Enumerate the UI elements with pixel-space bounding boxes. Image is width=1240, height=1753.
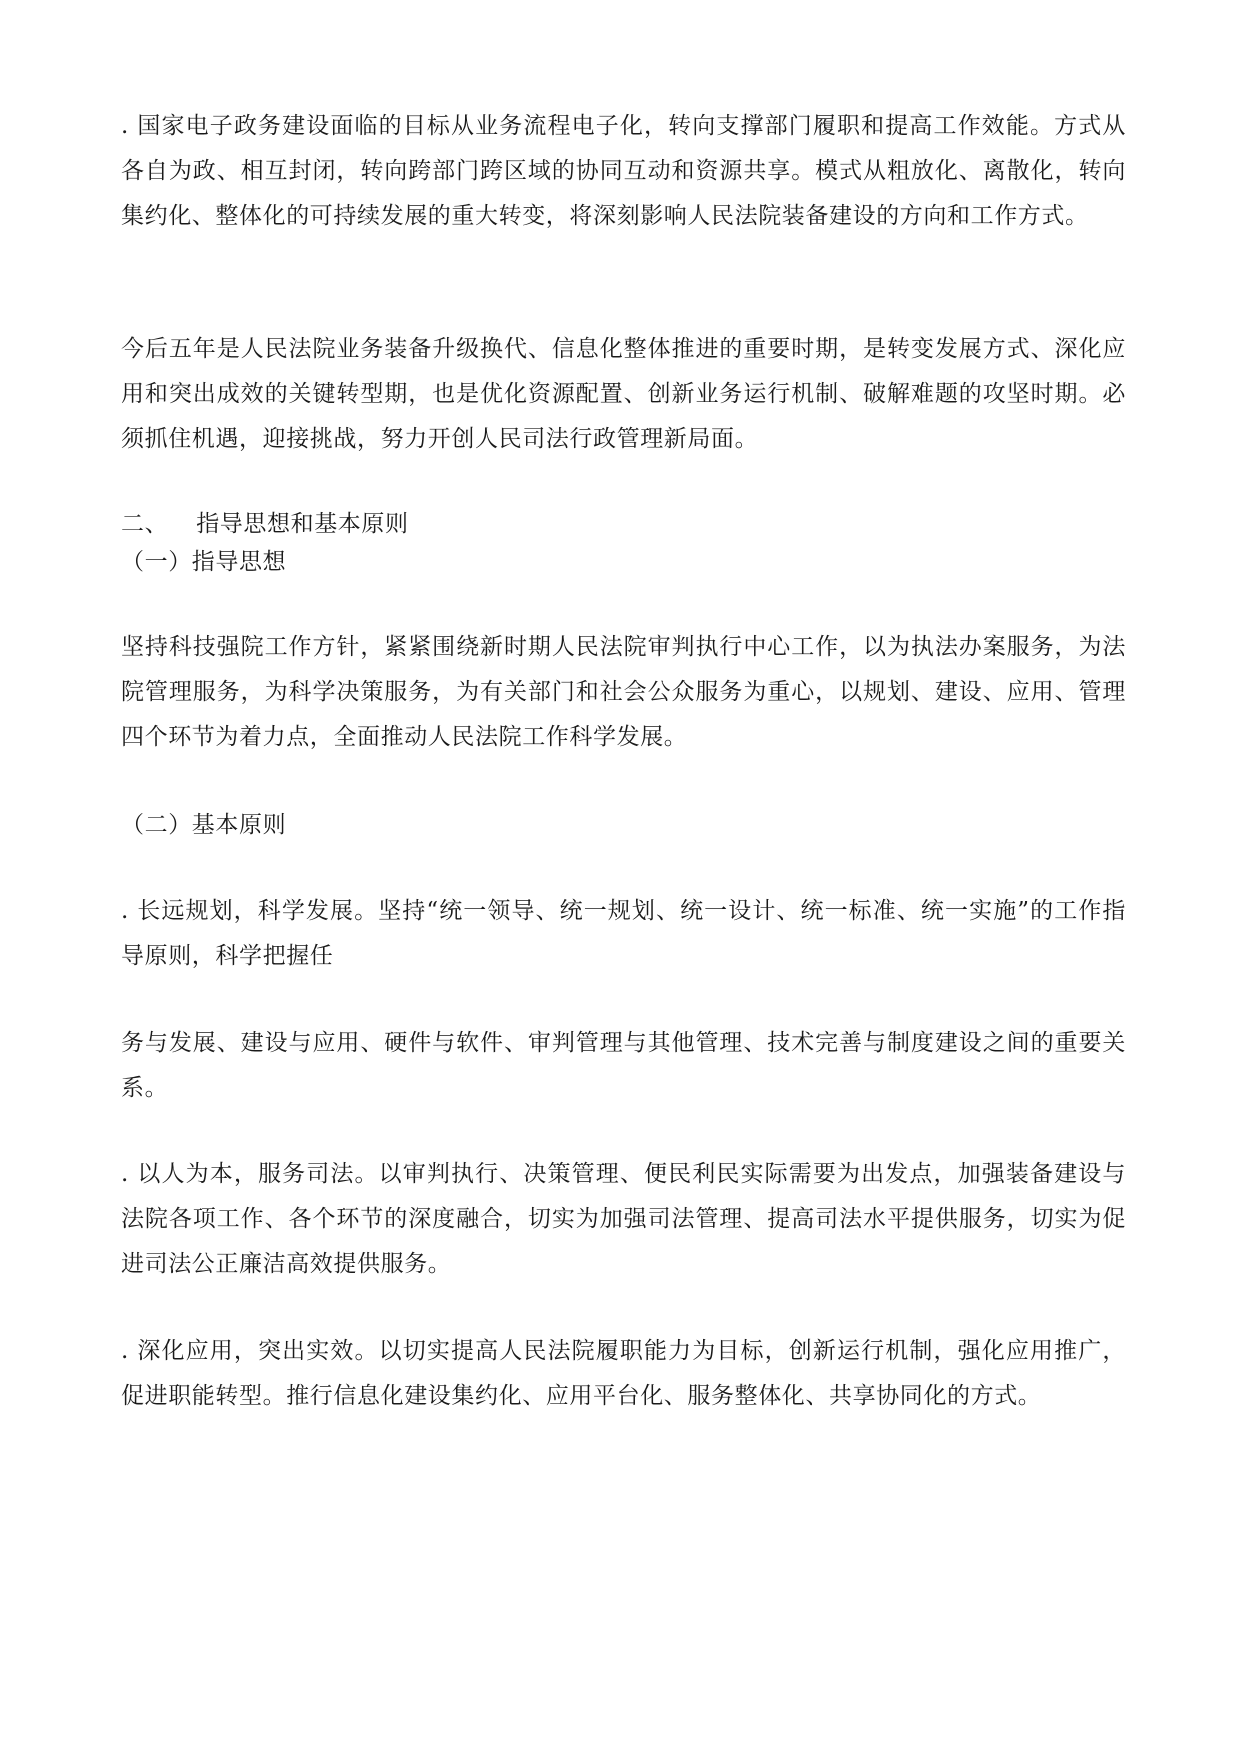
section-title: 指导思想和基本原则 [196,511,409,537]
paragraph-principle-deepen-application: . 深化应用，突出实效。以切实提高人民法院履职能力为目标，创新运行机制，强化应用推广，促进职能转型。推行信息化建设集约化、应用平台化、服务整体化、共享协同化的方式。 [121,1338,1126,1409]
paragraph-principle-people-oriented: . 以人为本，服务司法。以审判执行、决策管理、便民利民实际需要为出发点，加强装备建设与法院各项工作、各个环节的深度融合，切实为加强司法管理、提高司法水平提供服务，切实为促进司法公正廉洁高效提供服务。 [121,1161,1126,1277]
section-number: 二、 [121,511,169,537]
paragraph-principle-relations: 务与发展、建设与应用、硬件与软件、审判管理与其他管理、技术完善与制度建设之间的重要关系。 [121,1030,1126,1101]
paragraph-egov-transition: . 国家电子政务建设面临的目标从业务流程电子化，转向支撑部门履职和提高工作效能。方式从各自为政、相互封闭，转向跨部门跨区域的协同互动和资源共享。模式从粗放化、离散化，转向集约化、整体化的可持续发展的重大转变，将深刻影响人民法院装备建设的方向和工作方式。 [121,113,1126,229]
subsection-heading-guiding-thought: （一）指导思想 [121,549,287,575]
paragraph-five-year-period: 今后五年是人民法院业务装备升级换代、信息化整体推进的重要时期，是转变发展方式、深化应用和突出成效的关键转型期，也是优化资源配置、创新业务运行机制、破解难题的攻坚时期。必须抓住机遇，迎接挑战，努力开创人民司法行政管理新局面。 [121,336,1126,452]
subsection-heading-basic-principles: （二）基本原则 [121,812,287,838]
paragraph-guiding-thought: 坚持科技强院工作方针，紧紧围绕新时期人民法院审判执行中心工作，以为执法办案服务，为法院管理服务，为科学决策服务，为有关部门和社会公众服务为重心，以规划、建设、应用、管理四个环节为着力点，全面推动人民法院工作科学发展。 [121,634,1126,750]
paragraph-principle-long-term: . 长远规划，科学发展。坚持“统一领导、统一规划、统一设计、统一标准、统一实施”的工作指导原则，科学把握任 [121,898,1126,969]
